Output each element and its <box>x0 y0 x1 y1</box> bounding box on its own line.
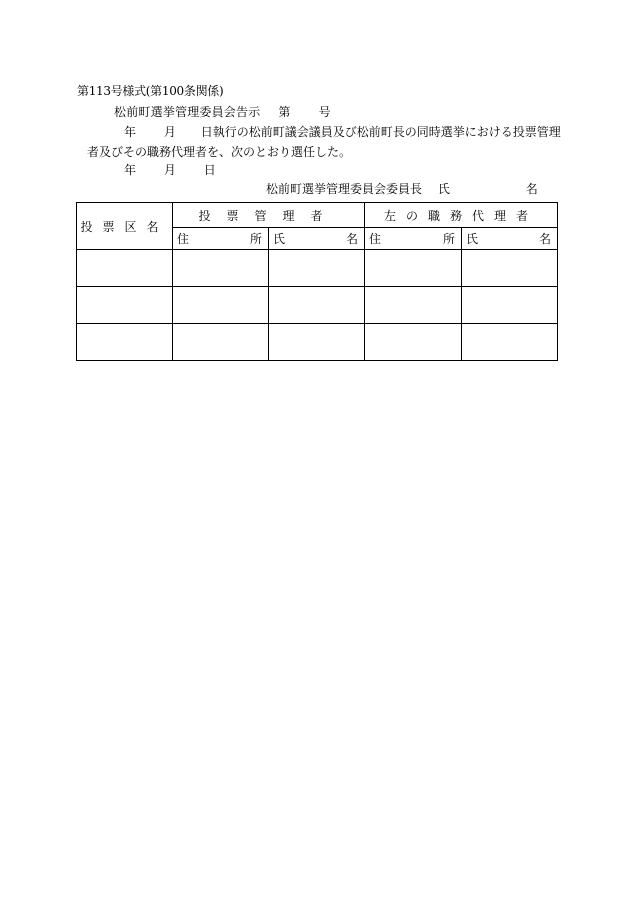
deputy-name-cell[interactable] <box>462 324 558 361</box>
deputy-address-cell[interactable] <box>365 250 462 287</box>
district-cell[interactable] <box>77 287 173 324</box>
manager-name-header: 氏 名 <box>269 228 365 250</box>
date-tsuki: 月 <box>163 163 176 177</box>
notice-line <box>114 103 331 120</box>
deputy-name-header: 氏 名 <box>462 228 558 250</box>
header-row <box>77 203 558 228</box>
manager-address-header: 住 所 <box>173 228 269 250</box>
notice-committee: 松前町選挙管理委員会告示 <box>114 105 261 119</box>
appointment-table <box>76 202 558 361</box>
deputy-address-header: 住 所 <box>365 228 462 250</box>
body-line-1 <box>124 123 561 140</box>
notice-go: 号 <box>318 105 331 119</box>
table-row <box>77 250 558 287</box>
form-number: 第113号様式(第100条関係) <box>77 84 224 98</box>
date-hi: 日 <box>203 163 216 177</box>
district-cell[interactable] <box>77 250 173 287</box>
table-row <box>77 287 558 324</box>
district-cell[interactable] <box>77 324 173 361</box>
deputy-name-cell[interactable] <box>462 250 558 287</box>
deputy-address-cell[interactable] <box>365 287 462 324</box>
deputy-address-cell[interactable] <box>365 324 462 361</box>
col-district-header: 投票区名 <box>77 203 173 250</box>
signature-shi: 氏 <box>437 182 450 196</box>
manager-address-cell[interactable] <box>173 324 269 361</box>
signature-mei: 名 <box>525 182 538 196</box>
manager-address-cell[interactable] <box>173 250 269 287</box>
col-deputy-header: 左の職務代理者 <box>365 203 558 228</box>
table-row <box>77 324 558 361</box>
signature-title: 松前町選挙管理委員会委員長 <box>266 182 423 196</box>
body-line-2: 者及びその職務代理者を、次のとおり選任した。 <box>87 145 352 159</box>
manager-name-cell[interactable] <box>269 324 365 361</box>
body-sentence-1: 日執行の松前町議会議員及び松前町長の同時選挙における投票管理 <box>200 125 561 139</box>
date-nen: 年 <box>124 163 137 177</box>
manager-address-cell[interactable] <box>173 287 269 324</box>
body-nen: 年 <box>124 125 137 139</box>
col-manager-header: 投票管理者 <box>173 203 365 228</box>
body-tsuki: 月 <box>163 125 176 139</box>
date-line <box>124 161 216 178</box>
deputy-name-cell[interactable] <box>462 287 558 324</box>
signature-line <box>266 180 538 197</box>
notice-dai: 第 <box>278 105 291 119</box>
manager-name-cell[interactable] <box>269 250 365 287</box>
manager-name-cell[interactable] <box>269 287 365 324</box>
